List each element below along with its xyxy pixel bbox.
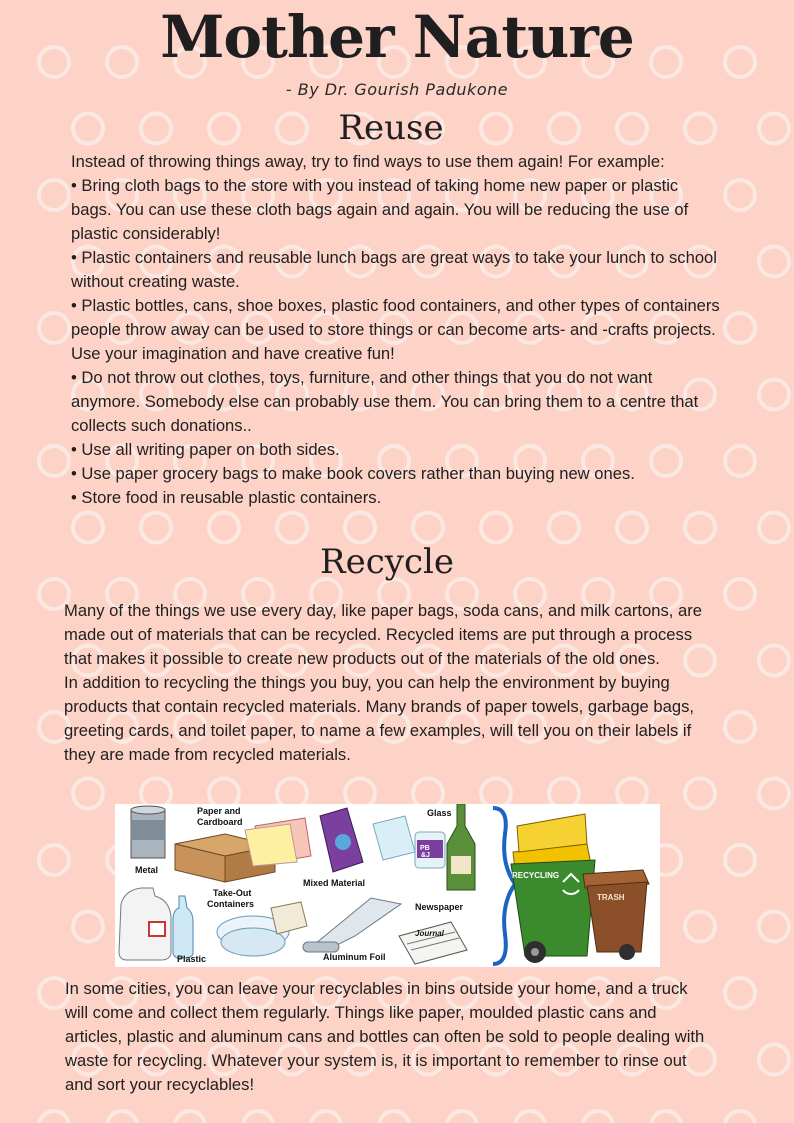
recycle-body xyxy=(64,599,724,767)
recyclables-illustration xyxy=(115,804,660,967)
recycle-closing xyxy=(65,977,705,1097)
reuse-bullet: • Use paper grocery bags to make book covers rather than buying new ones. xyxy=(71,464,635,483)
recycle-paragraph: Many of the things we use every day, like paper bags, soda cans, and milk cartons, are made out of materials that can be recycled. Recycled items are put through a process that makes it possible to create new products out of the materials of the old ones. xyxy=(64,601,702,668)
page-title: Mother Nature xyxy=(160,3,634,71)
reuse-bullet: • Use all writing paper on both sides. xyxy=(71,440,340,459)
trash-bin-icon xyxy=(583,870,649,960)
plastic-jug-icon xyxy=(119,888,206,964)
label-pb2: &J xyxy=(421,852,430,859)
label-recycling: RECYCLING xyxy=(512,871,560,880)
recycle-heading: Recycle xyxy=(319,542,454,582)
glass-jar-icon xyxy=(373,804,475,890)
newspaper-icon xyxy=(399,902,467,964)
label-glass: Glass xyxy=(427,808,452,818)
reuse-bullet: • Plastic bottles, cans, shoe boxes, plastic food containers, and other types of containers people throw away can be used to store things or can become arts- and -crafts projects. Use your imagination and have creative fun! xyxy=(71,296,720,363)
author-byline: - By Dr. Gourish Padukone xyxy=(285,80,509,99)
aluminum-foil-icon xyxy=(303,898,401,962)
label-paper: Paper and xyxy=(197,806,241,816)
label-containers: Containers xyxy=(207,899,255,909)
label-cardboard: Cardboard xyxy=(197,817,243,827)
juice-carton-icon xyxy=(303,808,365,888)
label-mixed: Mixed Material xyxy=(303,878,366,888)
reuse-heading: Reuse xyxy=(338,108,444,148)
reuse-bullet: • Plastic containers and reusable lunch bags are great ways to take your lunch to school without creating waste. xyxy=(71,248,717,291)
label-trash: TRASH xyxy=(597,893,625,902)
label-metal: Metal xyxy=(135,865,159,875)
recycling-bin-icon xyxy=(511,814,595,963)
label-plastic: Plastic xyxy=(177,954,207,964)
reuse-bullet: • Bring cloth bags to the store with you instead of taking home new paper or plastic bags. You can use these cloth bags again and again. You will be reducing the use of plastic considerably! xyxy=(71,176,689,243)
reuse-intro: Instead of throwing things away, try to find ways to use them again! For example: xyxy=(71,152,665,171)
reuse-bullet: • Store food in reusable plastic containers. xyxy=(71,488,382,507)
metal-can-icon xyxy=(131,806,165,875)
closing-paragraph: In some cities, you can leave your recyclables in bins outside your home, and a truck will come and collect them regularly. Things like paper, moulded plastic cans and articles, plastic and aluminum cans and bottles can often be sold to people dealing with waste for recycling. Whatever your system is, it is important to remember to rinse out and sort your recyclables! xyxy=(65,979,705,1094)
reuse-body xyxy=(71,150,723,510)
label-newspaper: Newspaper xyxy=(415,902,464,912)
cardboard-box-icon xyxy=(175,806,311,882)
label-pb: PB xyxy=(420,845,430,852)
takeout-containers-icon xyxy=(207,888,307,956)
brace-divider xyxy=(493,808,515,964)
label-takeout: Take-Out xyxy=(213,888,252,898)
label-journal: Journal xyxy=(415,929,444,938)
label-foil: Aluminum Foil xyxy=(323,952,386,962)
recycle-paragraph: In addition to recycling the things you buy, you can help the environment by buying products that contain recycled materials. Many brands of paper towels, garbage bags, greeting cards, and toilet paper, to name a few examples, will tell you on their labels if they are made from recycled materials. xyxy=(64,673,694,764)
reuse-bullet: • Do not throw out clothes, toys, furniture, and other things that you do not want anymore. Somebody else can probably use them. You can bring them to a centre that collects such donations.. xyxy=(71,368,699,435)
